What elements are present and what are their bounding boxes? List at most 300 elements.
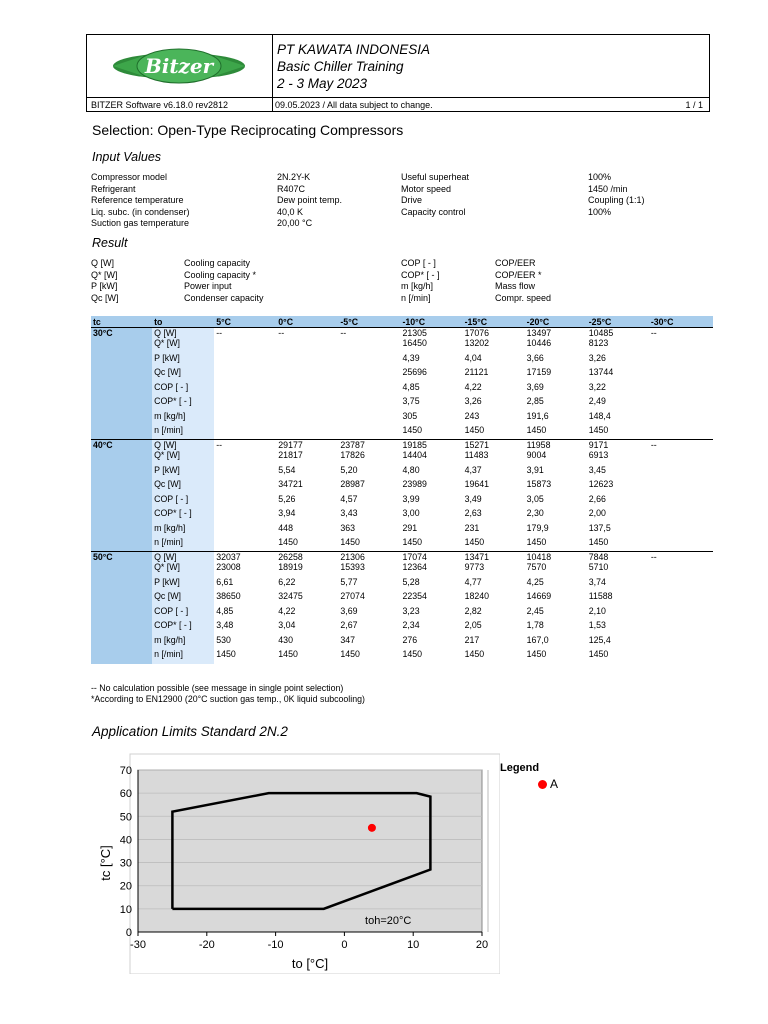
table-cell: 2,85 — [526, 396, 544, 406]
table-cell — [649, 537, 713, 552]
table-row — [91, 440, 713, 465]
table-cell — [649, 577, 713, 592]
table-cell: 3,94 — [278, 508, 296, 518]
table-cell: 29177 21817 — [276, 440, 338, 465]
table-row — [91, 367, 713, 382]
table-cell: 32037 23008 — [214, 552, 276, 577]
table-cell: 34721 — [278, 479, 303, 489]
result-legend-sym: Qc [W] — [91, 292, 119, 303]
table-cell — [214, 479, 276, 494]
table-cell: 363 — [340, 522, 356, 533]
table-cell: 291 — [402, 522, 418, 533]
table-row — [91, 591, 713, 606]
table-cell: 3,43 — [340, 508, 358, 518]
input-label: Useful superheat — [401, 172, 470, 182]
row-label: COP [ - ] — [152, 606, 214, 621]
header-footer-row — [87, 97, 709, 112]
table-cell — [338, 396, 400, 411]
result-legend-desc2: Compr. speed — [495, 292, 552, 303]
table-cell: 430 — [278, 634, 293, 645]
result-legend-sym: Q [W] — [91, 258, 114, 268]
table-cell: -- — [214, 328, 276, 353]
tc-cell — [91, 523, 152, 538]
input-label: Suction gas temperature — [91, 218, 190, 228]
input-label: Reference temperature — [91, 195, 184, 205]
table-cell: 13471 9773 — [463, 552, 525, 577]
y-tick-label: 50 — [119, 811, 132, 824]
tc-cell — [91, 635, 152, 650]
table-cell: 5,54 — [278, 464, 296, 475]
result-legend-sym: Q* [W] — [91, 269, 118, 280]
tc-cell: 30°C — [91, 328, 152, 353]
svg-text:Bitzer: Bitzer — [144, 54, 214, 78]
tc-cell — [91, 577, 152, 592]
input-value: 40,0 K — [277, 206, 304, 217]
result-legend-symbols — [91, 258, 119, 304]
table-row — [91, 606, 713, 621]
table-cell: 19185 14404 — [400, 440, 462, 465]
application-limits-title: Application Limits Standard 2N.2 — [92, 724, 288, 739]
table-cell: 28987 — [340, 479, 365, 489]
result-legend-desc2: COP/EER * — [495, 269, 542, 280]
table-cell — [214, 494, 276, 509]
table-cell: 6,22 — [278, 576, 296, 587]
tc-cell — [91, 591, 152, 606]
row-label: COP [ - ] — [152, 382, 214, 397]
x-tick-label: 20 — [475, 939, 489, 951]
table-cell: 1450 — [340, 537, 360, 547]
header-title-block — [273, 35, 709, 97]
table-cell — [214, 382, 276, 397]
table-cell: 3,04 — [278, 620, 296, 630]
x-tick-label: 10 — [407, 939, 420, 951]
table-cell: 4,37 — [464, 464, 482, 475]
table-cell: 1450 — [278, 649, 298, 659]
table-cell: 1450 — [464, 537, 485, 547]
table-cell — [649, 635, 713, 650]
table-cell: -- — [649, 440, 713, 465]
table-cell — [649, 591, 713, 606]
table-cell: 2,63 — [464, 508, 482, 518]
training-date: 2 - 3 May 2023 — [277, 76, 368, 91]
table-cell: 4,39 — [402, 352, 420, 363]
tc-cell — [91, 465, 152, 480]
table-cell: 4,85 — [402, 381, 420, 392]
tc-cell — [91, 396, 152, 411]
tc-cell — [91, 620, 152, 635]
x-tick-label: -20 — [198, 939, 215, 951]
input-label: Capacity control — [401, 206, 466, 217]
table-row — [91, 382, 713, 397]
table-cell: 21305 16450 — [400, 328, 462, 353]
table-cell: -- — [649, 552, 713, 577]
table-cell — [214, 396, 276, 411]
table-cell — [276, 367, 338, 382]
column-header: -15°C — [463, 316, 525, 328]
tc-cell — [91, 367, 152, 382]
table-cell: 2,30 — [526, 508, 544, 518]
table-cell: 13744 — [588, 367, 614, 377]
table-cell: 11958 9004 — [525, 440, 587, 465]
tc-cell — [91, 494, 152, 509]
table-cell: -- — [338, 328, 400, 353]
table-cell: 1450 — [526, 649, 547, 659]
table-cell — [276, 425, 338, 440]
column-header: tc — [91, 316, 152, 328]
tc-cell: 50°C — [91, 552, 152, 577]
row-label: Q [W] Q* [W] — [152, 552, 214, 577]
input-value: Dew point temp. — [277, 195, 343, 205]
table-cell: 231 — [464, 522, 480, 533]
row-label: m [kg/h] — [152, 635, 214, 650]
table-cell: 1450 — [216, 649, 236, 659]
table-cell: 4,85 — [216, 605, 234, 616]
application-limits-chart — [90, 752, 500, 974]
table-cell — [649, 353, 713, 368]
table-cell — [214, 523, 276, 538]
table-cell: 18240 — [464, 591, 490, 601]
tc-cell — [91, 649, 152, 664]
table-cell: 148,4 — [588, 410, 611, 421]
table-cell — [649, 396, 713, 411]
column-header: -20°C — [525, 316, 587, 328]
table-cell — [276, 396, 338, 411]
table-cell: 3,45 — [588, 464, 606, 475]
y-tick-label: 60 — [119, 788, 132, 801]
table-cell: 2,82 — [464, 605, 482, 616]
table-cell — [338, 353, 400, 368]
table-cell — [214, 367, 276, 382]
table-cell: 1,53 — [588, 620, 606, 630]
table-cell — [338, 425, 400, 440]
input-label: Drive — [401, 195, 423, 205]
divider — [272, 98, 273, 112]
table-cell: 5,26 — [278, 493, 296, 504]
table-cell: 21121 — [464, 367, 489, 377]
red-dot-icon — [538, 780, 547, 789]
table-cell: 1450 — [526, 537, 547, 547]
input-value: 20,00 °C — [277, 218, 313, 228]
table-cell: 448 — [278, 522, 293, 533]
result-legend-desc: Power input — [184, 281, 232, 291]
table-cell — [649, 425, 713, 440]
results-table — [91, 316, 713, 664]
table-cell — [649, 508, 713, 523]
tc-cell — [91, 425, 152, 440]
x-tick-label: 0 — [341, 939, 348, 951]
software-version: BITZER Software v6.18.0 rev2812 — [91, 100, 229, 110]
table-cell: 276 — [402, 634, 418, 645]
table-cell: 21306 15393 — [338, 552, 400, 577]
row-label: COP* [ - ] — [152, 620, 214, 635]
table-cell — [214, 411, 276, 426]
row-label: P [kW] — [152, 353, 214, 368]
table-cell: 4,57 — [340, 493, 358, 504]
bitzer-logo-icon — [87, 35, 272, 97]
table-cell: 2,67 — [340, 620, 358, 630]
legend-item-a — [538, 777, 558, 791]
table-cell: 32475 — [278, 591, 303, 601]
column-header: -10°C — [400, 316, 462, 328]
result-legend-sym2: COP [ - ] — [401, 258, 436, 268]
table-cell — [649, 523, 713, 538]
result-legend-descriptions-2 — [495, 258, 551, 304]
column-header: 5°C — [214, 316, 276, 328]
table-row — [91, 523, 713, 538]
tc-cell — [91, 537, 152, 552]
tc-cell: 40°C — [91, 440, 152, 465]
table-cell: 3,26 — [464, 396, 482, 406]
result-legend-descriptions — [184, 258, 264, 304]
result-legend-sym: P [kW] — [91, 281, 118, 291]
row-label: m [kg/h] — [152, 411, 214, 426]
column-header: -30°C — [649, 316, 713, 328]
row-label: n [/min] — [152, 425, 214, 440]
input-label: Refrigerant — [91, 183, 136, 194]
table-row — [91, 494, 713, 509]
table-cell: 3,23 — [402, 605, 420, 616]
table-cell — [338, 382, 400, 397]
table-cell: 3,99 — [402, 493, 420, 504]
table-cell — [649, 367, 713, 382]
page-number: 1 / 1 — [685, 100, 703, 110]
row-label: COP* [ - ] — [152, 396, 214, 411]
table-cell: 179,9 — [526, 522, 549, 533]
column-header: -25°C — [587, 316, 649, 328]
table-cell — [214, 508, 276, 523]
table-row — [91, 465, 713, 480]
result-legend-desc: Cooling capacity — [184, 258, 251, 268]
table-cell: 243 — [464, 410, 480, 421]
result-legend-desc: Condenser capacity — [184, 292, 264, 303]
table-cell: 1,78 — [526, 620, 544, 630]
bitzer-logo — [87, 35, 273, 97]
table-cell: 11588 — [588, 591, 613, 601]
table-cell: 530 — [216, 634, 231, 645]
table-cell — [214, 537, 276, 552]
input-label: Liq. subc. (in condenser) — [91, 206, 190, 217]
table-cell: 1450 — [588, 649, 609, 659]
input-labels-right — [401, 172, 469, 218]
input-label: Compressor model — [91, 172, 168, 182]
table-cell: 15271 11483 — [463, 440, 525, 465]
y-axis-label: tc [°C] — [98, 845, 113, 881]
table-cell: 10485 8123 — [587, 328, 649, 353]
table-cell: 3,00 — [402, 508, 420, 518]
row-label: Q [W] Q* [W] — [152, 328, 214, 353]
table-cell: 125,4 — [588, 634, 611, 645]
x-tick-label: -30 — [130, 939, 146, 951]
tc-cell — [91, 479, 152, 494]
table-row — [91, 353, 713, 368]
table-cell: 3,75 — [402, 396, 420, 406]
row-label: Qc [W] — [152, 479, 214, 494]
table-cell — [214, 465, 276, 480]
table-cell — [276, 353, 338, 368]
row-label: n [/min] — [152, 537, 214, 552]
table-cell: 38650 — [216, 591, 241, 601]
table-cell: 22354 — [402, 591, 427, 601]
table-cell: 27074 — [340, 591, 365, 601]
note-no-calculation: -- No calculation possible (see message in single point selection) — [91, 683, 344, 693]
table-cell: 17074 12364 — [400, 552, 462, 577]
table-cell: -- — [214, 440, 276, 465]
result-legend-desc2: Mass flow — [495, 281, 536, 291]
table-notes — [91, 683, 365, 705]
table-cell: 1450 — [278, 537, 298, 547]
table-cell: 2,66 — [588, 493, 606, 504]
table-cell: 26258 18919 — [276, 552, 338, 577]
table-row — [91, 508, 713, 523]
input-value: R407C — [277, 183, 306, 194]
table-cell: 3,22 — [588, 381, 606, 392]
result-legend-desc: Cooling capacity * — [184, 269, 257, 280]
table-row — [91, 577, 713, 592]
table-cell: 4,77 — [464, 576, 482, 587]
y-tick-label: 40 — [119, 834, 132, 847]
table-cell: 3,05 — [526, 493, 544, 504]
result-legend-sym2: n [/min] — [401, 292, 431, 303]
table-cell — [338, 367, 400, 382]
input-values-right — [588, 172, 645, 218]
timestamp: 09.05.2023 / All data subject to change. — [275, 100, 433, 110]
table-cell: 191,6 — [526, 410, 549, 421]
tc-cell — [91, 382, 152, 397]
table-cell — [649, 411, 713, 426]
y-tick-label: 30 — [119, 857, 132, 870]
table-cell: 4,04 — [464, 352, 482, 363]
operating-point-a — [368, 824, 376, 832]
row-label: m [kg/h] — [152, 523, 214, 538]
input-value: 100% — [588, 172, 612, 182]
row-label: P [kW] — [152, 577, 214, 592]
result-legend-sym2: m [kg/h] — [401, 281, 434, 291]
table-cell: 137,5 — [588, 522, 611, 533]
table-cell — [276, 382, 338, 397]
table-cell: 1450 — [340, 649, 360, 659]
table-cell — [649, 620, 713, 635]
table-cell: 7848 5710 — [587, 552, 649, 577]
table-cell: 1450 — [402, 649, 423, 659]
result-legend-symbols-2 — [401, 258, 440, 304]
table-cell: 3,49 — [464, 493, 482, 504]
x-axis-label: to [°C] — [291, 956, 329, 971]
company-name: PT KAWATA INDONESIA — [277, 42, 431, 57]
tc-cell — [91, 508, 152, 523]
table-cell: 305 — [402, 410, 418, 421]
table-cell: 3,48 — [216, 620, 234, 630]
column-header: 0°C — [276, 316, 338, 328]
table-cell: 13497 10446 — [525, 328, 587, 353]
table-row — [91, 411, 713, 426]
y-tick-label: 20 — [119, 880, 132, 893]
table-cell: 1450 — [588, 537, 609, 547]
table-cell — [214, 425, 276, 440]
table-cell: 2,49 — [588, 396, 606, 406]
table-cell: 17159 — [526, 367, 552, 377]
table-cell: 1450 — [402, 425, 423, 435]
page-title: Selection: Open-Type Reciprocating Compressors — [92, 122, 404, 138]
table-cell — [214, 353, 276, 368]
table-cell: 4,25 — [526, 576, 544, 587]
table-cell: 2,05 — [464, 620, 482, 630]
table-cell: 1450 — [402, 537, 423, 547]
tc-cell — [91, 606, 152, 621]
table-cell: 347 — [340, 634, 356, 645]
table-cell — [649, 479, 713, 494]
row-label: Qc [W] — [152, 367, 214, 382]
table-row — [91, 635, 713, 650]
table-cell: 4,22 — [464, 381, 482, 392]
table-cell: 167,0 — [526, 634, 549, 645]
table-cell: 14669 — [526, 591, 552, 601]
tc-cell — [91, 353, 152, 368]
table-row — [91, 620, 713, 635]
table-cell: 4,80 — [402, 464, 420, 475]
input-value: 1450 /min — [588, 183, 628, 194]
result-legend-sym2: COP* [ - ] — [401, 269, 440, 280]
toh-annotation: toh=20°C — [365, 914, 412, 927]
table-cell — [649, 606, 713, 621]
result-heading: Result — [92, 236, 128, 250]
table-cell: 9171 6913 — [587, 440, 649, 465]
table-cell: 12623 — [588, 479, 614, 489]
table-cell: 3,26 — [588, 352, 606, 363]
table-cell: 2,34 — [402, 620, 420, 630]
table-cell — [649, 382, 713, 397]
table-cell: 23787 17826 — [338, 440, 400, 465]
table-row — [91, 537, 713, 552]
table-cell: 5,28 — [402, 576, 420, 587]
table-cell: 3,91 — [526, 464, 544, 475]
table-row — [91, 328, 713, 353]
input-value: Coupling (1:1) — [588, 195, 645, 205]
table-cell — [649, 494, 713, 509]
legend-label: A — [550, 777, 559, 791]
input-label: Motor speed — [401, 183, 452, 194]
table-cell: 25696 — [402, 367, 427, 377]
table-row — [91, 396, 713, 411]
table-row — [91, 552, 713, 577]
table-cell — [649, 649, 713, 664]
input-value: 100% — [588, 206, 612, 217]
table-cell — [649, 465, 713, 480]
document-header — [86, 34, 710, 112]
row-label: COP* [ - ] — [152, 508, 214, 523]
input-values-left — [277, 172, 342, 230]
table-cell: -- — [649, 328, 713, 353]
table-cell: 2,00 — [588, 508, 606, 518]
table-cell: 5,20 — [340, 464, 358, 475]
table-cell: 3,69 — [340, 605, 358, 616]
table-cell: 3,66 — [526, 352, 544, 363]
table-cell: 23989 — [402, 479, 427, 489]
table-cell: 1450 — [526, 425, 547, 435]
column-header: -5°C — [338, 316, 400, 328]
tc-cell — [91, 411, 152, 426]
training-name: Basic Chiller Training — [277, 59, 404, 74]
table-cell: 19641 — [464, 479, 490, 489]
table-cell: 1450 — [464, 425, 485, 435]
column-header: to — [152, 316, 214, 328]
table-cell — [276, 411, 338, 426]
table-cell: 1450 — [588, 425, 609, 435]
input-values-heading: Input Values — [92, 150, 162, 164]
legend-title: Legend — [500, 762, 540, 774]
table-cell — [338, 411, 400, 426]
table-cell: 5,77 — [340, 576, 358, 587]
table-cell: 217 — [464, 634, 480, 645]
